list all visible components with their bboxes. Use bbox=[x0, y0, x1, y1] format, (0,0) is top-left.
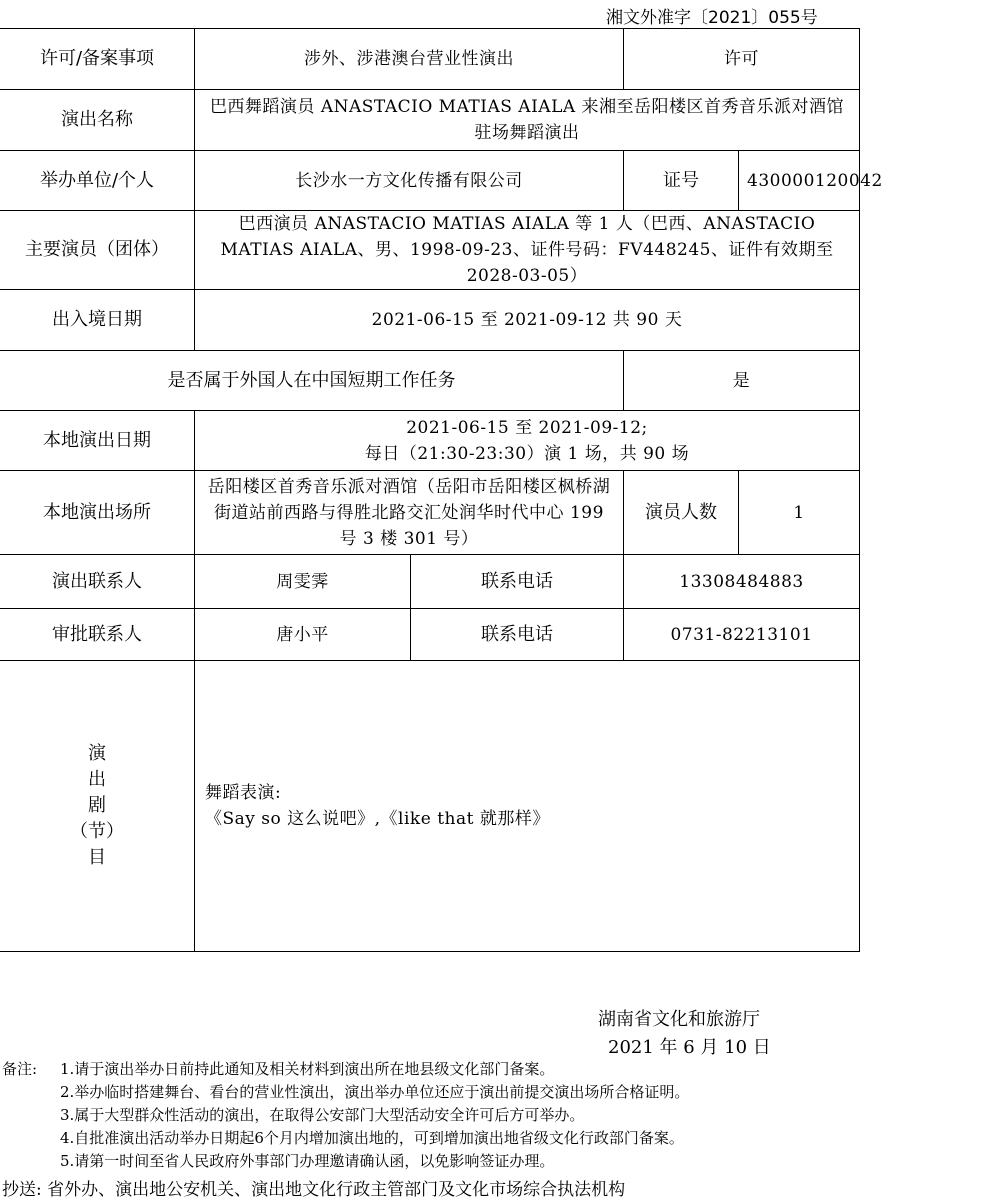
program-titles: 《Say so 这么说吧》,《like that 就那样》 bbox=[205, 809, 550, 829]
permit-table bbox=[0, 28, 883, 952]
local-dates-schedule: 每日（21:30-23:30）演 1 场，共 90 场 bbox=[364, 443, 690, 464]
row-program bbox=[0, 661, 860, 952]
cc-line bbox=[2, 1178, 625, 1202]
notes-section bbox=[2, 1058, 962, 1173]
signature-block bbox=[598, 1006, 771, 1062]
issuing-organization: 湖南省文化和旅游厅 bbox=[598, 1009, 760, 1030]
issue-date: 2021 年 6 月 10 日 bbox=[608, 1037, 771, 1058]
program-label-char: 演 bbox=[88, 743, 106, 764]
license-label: 证号 bbox=[624, 151, 739, 211]
approval-name: 唐小平 bbox=[195, 609, 411, 661]
license-value: 430000120042 bbox=[739, 151, 860, 211]
row-approval bbox=[0, 609, 860, 661]
row-venue bbox=[0, 471, 860, 555]
approval-label: 审批联系人 bbox=[0, 609, 195, 661]
program-label-char: 目 bbox=[88, 847, 106, 868]
notes-label: 备注: bbox=[2, 1060, 38, 1078]
venue-label: 本地演出场所 bbox=[0, 471, 195, 555]
headcount-value: 1 bbox=[739, 471, 860, 555]
note-item: 3.属于大型群众性活动的演出，在取得公安部门大型活动安全许可后方可举办。 bbox=[60, 1106, 585, 1124]
row-organizer bbox=[0, 151, 860, 211]
organizer-value: 长沙水一方文化传播有限公司 bbox=[195, 151, 624, 211]
note-item: 2.举办临时搭建舞台、看台的营业性演出，演出举办单位还应于演出前提交演出场所合格证明。 bbox=[60, 1083, 690, 1101]
venue-value: 岳阳楼区首秀音乐派对酒馆（岳阳市岳阳楼区枫桥湖街道站前西路与得胜北路交汇处润华时代中心 199 号 3 楼 301 号） bbox=[195, 471, 624, 555]
note-item: 5.请第一时间至省人民政府外事部门办理邀请确认函，以免影响签证办理。 bbox=[60, 1152, 555, 1170]
contact-phone: 13308484883 bbox=[624, 555, 860, 609]
short-term-value: 是 bbox=[624, 351, 860, 411]
short-term-label: 是否属于外国人在中国短期工作任务 bbox=[0, 351, 624, 411]
organizer-label: 举办单位/个人 bbox=[0, 151, 195, 211]
item-label: 许可/备案事项 bbox=[0, 29, 195, 90]
note-item: 1.请于演出举办日前持此通知及相关材料到演出所在地县级文化部门备案。 bbox=[60, 1060, 555, 1078]
local-dates-value bbox=[195, 411, 860, 471]
title-label: 演出名称 bbox=[0, 90, 195, 151]
performers-value: 巴西演员 ANASTACIO MATIAS AIALA 等 1 人（巴西、ANASTACIO MATIAS AIALA、男、1998-09-23、证件号码：FV448245、证件有效期至 2028-03-05） bbox=[195, 211, 860, 290]
entry-label: 出入境日期 bbox=[0, 290, 195, 351]
program-category: 舞蹈表演: bbox=[205, 783, 282, 803]
headcount-label: 演员人数 bbox=[624, 471, 739, 555]
document-number: 湘文外准字〔2021〕055号 bbox=[606, 8, 818, 28]
row-performers bbox=[0, 211, 860, 290]
row-short-term bbox=[0, 351, 860, 411]
title-value: 巴西舞蹈演员 ANASTACIO MATIAS AIALA 来湘至岳阳楼区首秀音乐派对酒馆驻场舞蹈演出 bbox=[195, 90, 860, 151]
local-dates-range: 2021-06-15 至 2021-09-12; bbox=[406, 417, 648, 438]
program-value bbox=[195, 661, 860, 952]
row-item bbox=[0, 29, 860, 90]
approval-phone-label: 联系电话 bbox=[411, 609, 624, 661]
performers-label: 主要演员（团体） bbox=[0, 211, 195, 290]
cc-recipients: 省外办、演出地公安机关、演出地文化行政主管部门及文化市场综合执法机构 bbox=[47, 1180, 626, 1200]
row-title bbox=[0, 90, 860, 151]
program-label-char: 出 bbox=[88, 769, 106, 790]
contact-label: 演出联系人 bbox=[0, 555, 195, 609]
note-item: 4.自批准演出活动举办日期起6个月内增加演出地的，可到增加演出地省级文化行政部门备案。 bbox=[60, 1129, 684, 1147]
contact-name: 周雯霁 bbox=[195, 555, 411, 609]
row-contact bbox=[0, 555, 860, 609]
item-value: 涉外、涉港澳台营业性演出 bbox=[195, 29, 624, 90]
cc-label: 抄送: bbox=[2, 1180, 42, 1200]
entry-value: 2021-06-15 至 2021-09-12 共 90 天 bbox=[195, 290, 860, 351]
program-label bbox=[0, 661, 195, 952]
program-label-char: 剧 bbox=[88, 795, 106, 816]
approval-phone: 0731-82213101 bbox=[624, 609, 860, 661]
contact-phone-label: 联系电话 bbox=[411, 555, 624, 609]
row-entry bbox=[0, 290, 860, 351]
program-label-char: （节） bbox=[70, 821, 124, 842]
permit-type: 许可 bbox=[624, 29, 860, 90]
local-dates-label: 本地演出日期 bbox=[0, 411, 195, 471]
row-local-dates bbox=[0, 411, 860, 471]
